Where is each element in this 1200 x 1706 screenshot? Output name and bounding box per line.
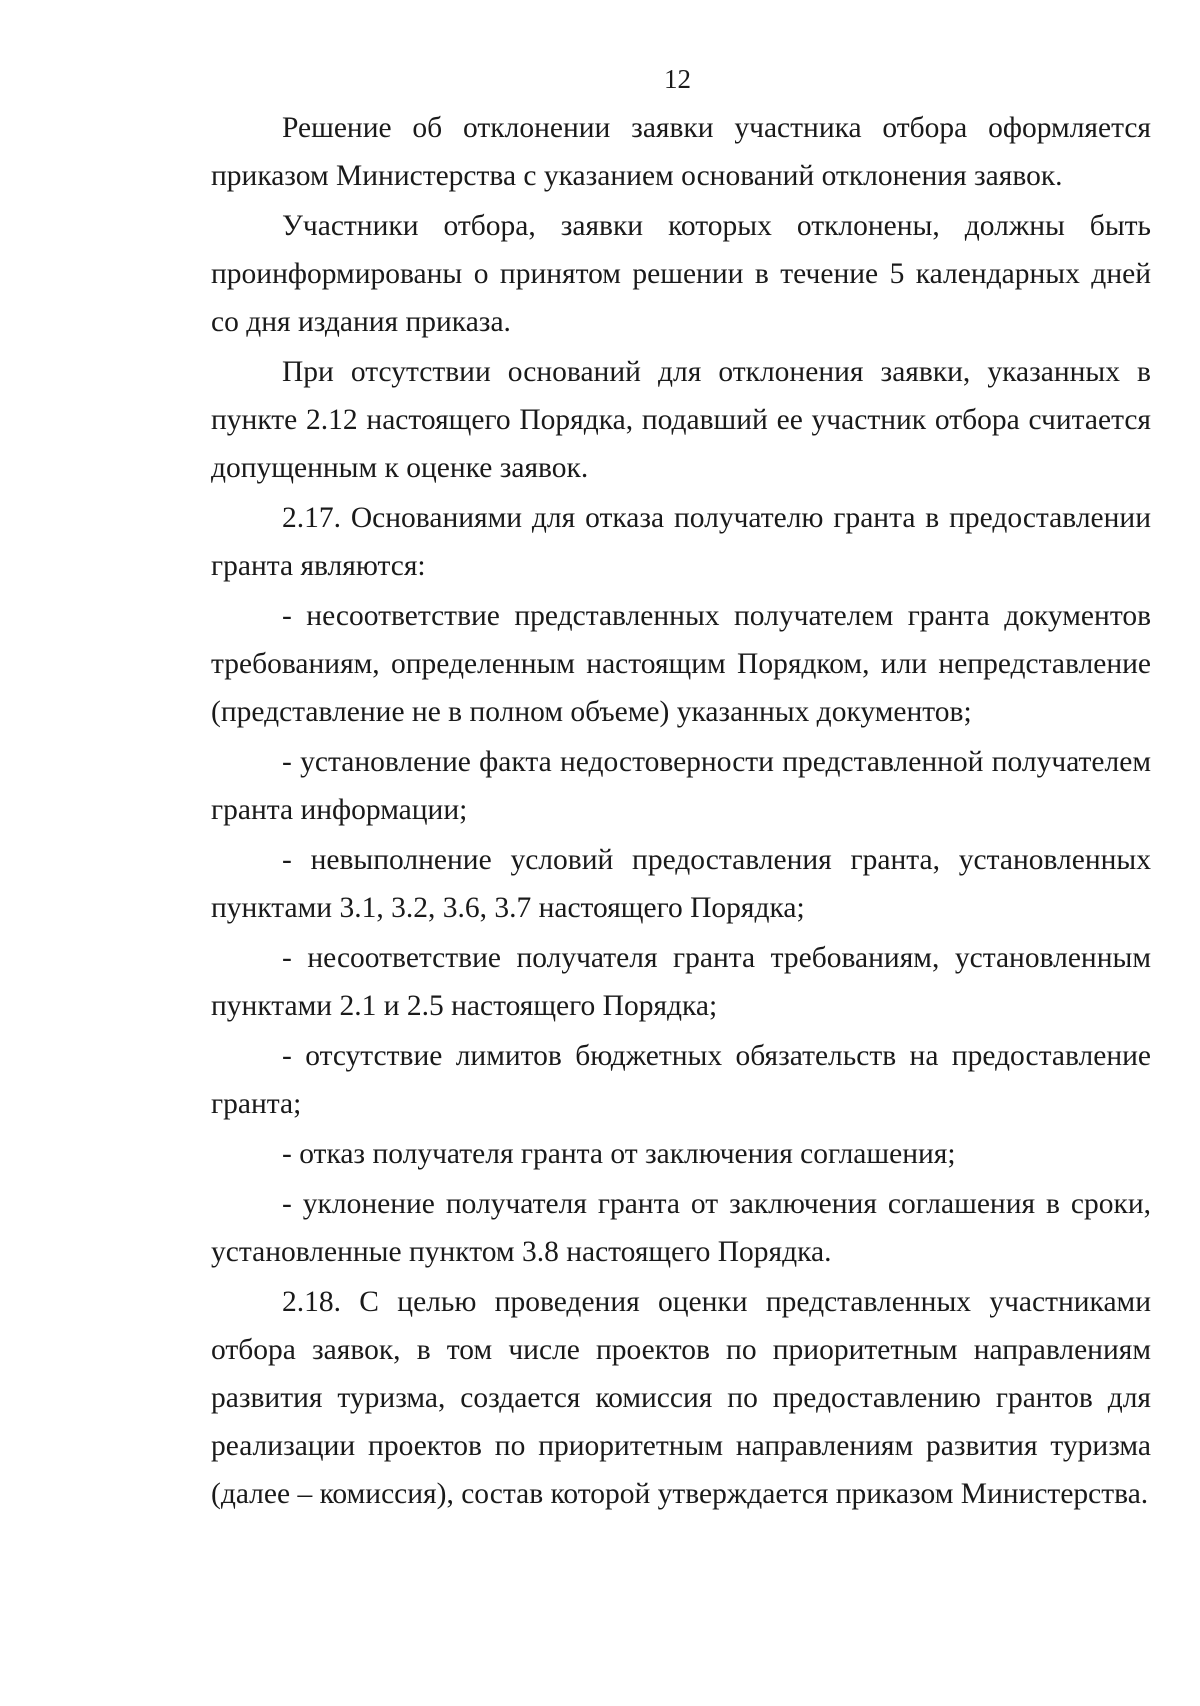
list-item: - отсутствие лимитов бюджетных обязательств на предоставление гранта; xyxy=(211,1040,1151,1120)
paragraph: Участники отбора, заявки которых отклонены, должны быть проинформированы о принятом решении в течение 5 календарных дней со дня издания приказа. xyxy=(211,210,1151,338)
list-item: - невыполнение условий предоставления гранта, установленных пунктами 3.1, 3.2, 3.6, 3.7 настоящего Порядка; xyxy=(211,844,1151,924)
list-item: - несоответствие представленных получателем гранта документов требованиям, определенным настоящим Порядком, или непредставление (представление не в полном объеме) указанных документов; xyxy=(211,600,1151,728)
list-item: - уклонение получателя гранта от заключения соглашения в сроки, установленные пунктом 3.8 настоящего Порядка. xyxy=(211,1188,1151,1268)
list-item: - отказ получателя гранта от заключения соглашения; xyxy=(282,1138,956,1170)
paragraph: Решение об отклонении заявки участника отбора оформляется приказом Министерства с указанием оснований отклонения заявок. xyxy=(211,112,1151,192)
paragraph: 2.17. Основаниями для отказа получателю гранта в предоставлении гранта являются: xyxy=(211,502,1151,582)
page-number: 12 xyxy=(664,64,691,94)
paragraph: При отсутствии оснований для отклонения заявки, указанных в пункте 2.12 настоящего Порядка, подавший ее участник отбора считается допущенным к оценке заявок. xyxy=(211,356,1151,484)
document-body xyxy=(211,104,1151,1518)
list-item: - несоответствие получателя гранта требованиям, установленным пунктами 2.1 и 2.5 настоящего Порядка; xyxy=(211,942,1151,1022)
list-item: - установление факта недостоверности представленной получателем гранта информации; xyxy=(211,746,1151,826)
paragraph: 2.18. С целью проведения оценки представленных участниками отбора заявок, в том числе проектов по приоритетным направлениям развития туризма, создается комиссия по предоставлению грантов для реализации проектов по приоритетным направлениям развития туризма (далее – комиссия), состав которой утверждается приказом Министерства. xyxy=(211,1286,1151,1510)
